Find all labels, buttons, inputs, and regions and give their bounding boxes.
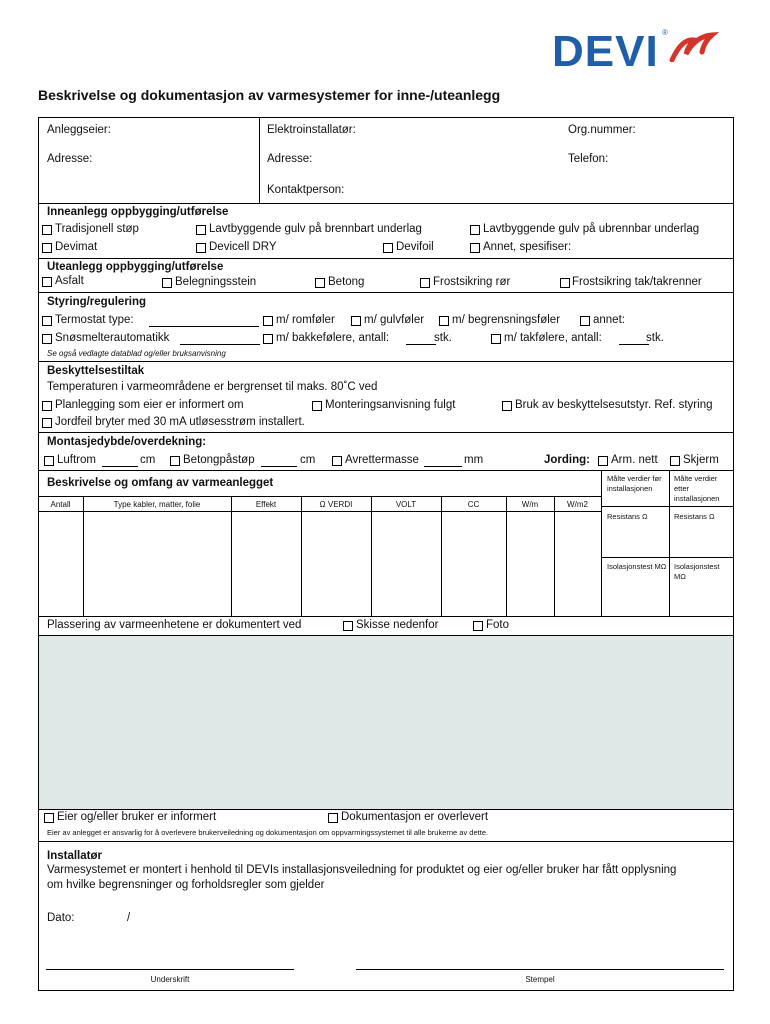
- divider: [506, 496, 507, 616]
- divider: [38, 361, 734, 362]
- sketch-checkbox[interactable]: [343, 621, 353, 631]
- mounting-label: Monteringsanvisning fulgt: [325, 399, 456, 411]
- docs-delivered-checkbox[interactable]: [328, 813, 338, 823]
- divider: [554, 496, 555, 616]
- other-control-label: annet:: [593, 314, 625, 326]
- light-noncombustible-label: Lavtbyggende gulv på ubrennbar underlag: [483, 223, 700, 235]
- grounding-label: Jording:: [544, 454, 590, 466]
- col-header-antall: Antall: [50, 500, 71, 509]
- paving-label: Belegningsstein: [175, 276, 257, 288]
- room-sensor-label: m/ romføler: [276, 314, 335, 326]
- divider: [38, 616, 734, 617]
- col-header-ohm: Ω VERDI: [319, 500, 353, 509]
- pipe-frost-label: Frostsikring rør: [433, 276, 511, 288]
- date-separator: /: [127, 912, 131, 924]
- divider: [301, 496, 302, 616]
- paving-checkbox[interactable]: [162, 278, 172, 288]
- photo-checkbox[interactable]: [473, 621, 483, 631]
- ground-count-field[interactable]: [406, 344, 436, 345]
- divider: [601, 506, 734, 507]
- floor-sensor-checkbox[interactable]: [351, 316, 361, 326]
- placement-label: Plassering av varmeenhetene er dokumentert ved: [47, 619, 302, 631]
- divider: [38, 258, 734, 259]
- roof-frost-checkbox[interactable]: [560, 278, 570, 288]
- divider: [38, 432, 734, 433]
- concrete-checkbox[interactable]: [315, 278, 325, 288]
- traditional-checkbox[interactable]: [42, 225, 52, 235]
- concrete-cover-field[interactable]: [261, 466, 297, 467]
- divider: [669, 470, 670, 616]
- arm-net-checkbox[interactable]: [598, 456, 608, 466]
- measured-after-header: Målte verdier etter installasjonen: [674, 474, 720, 503]
- mounting-checkbox[interactable]: [312, 401, 322, 411]
- date-label: Dato:: [47, 912, 75, 924]
- snow-melt-checkbox[interactable]: [42, 334, 52, 344]
- col-header-effekt: Effekt: [255, 500, 277, 509]
- owner-informed-checkbox[interactable]: [44, 813, 54, 823]
- address-installer-label: Adresse:: [267, 153, 313, 165]
- control-heading: Styring/regulering: [47, 296, 147, 308]
- leveling-field[interactable]: [424, 466, 462, 467]
- asphalt-checkbox[interactable]: [42, 277, 52, 287]
- air-label: Luftrom: [57, 454, 96, 466]
- logo-mark-icon: [668, 32, 722, 62]
- light-noncombustible-checkbox[interactable]: [470, 225, 480, 235]
- installer-text: Varmesystemet er montert i henhold til DEVIs installasjonsveiledning for produktet og eier og/eller bruker har fått opplysning: [47, 864, 677, 876]
- installer-label: Elektroinstallatør:: [267, 124, 356, 136]
- arm-net-label: Arm. nett: [611, 454, 658, 466]
- devimat-checkbox[interactable]: [42, 243, 52, 253]
- limit-sensor-checkbox[interactable]: [439, 316, 449, 326]
- other-indoor-checkbox[interactable]: [470, 243, 480, 253]
- devicell-label: Devicell DRY: [209, 241, 277, 253]
- col-header-wm: W/m: [521, 500, 539, 509]
- col-header-wm2: W/m2: [567, 500, 588, 509]
- devifoil-checkbox[interactable]: [383, 243, 393, 253]
- roof-sensor-checkbox[interactable]: [491, 334, 501, 344]
- mm-unit: mm: [464, 454, 484, 466]
- signature-line[interactable]: [46, 969, 294, 970]
- divider: [371, 496, 372, 616]
- protective-equipment-label: Bruk av beskyttelsesutstyr. Ref. styring: [515, 399, 713, 411]
- planning-label: Planlegging som eier er informert om: [55, 399, 244, 411]
- devi-logo: [552, 27, 668, 76]
- divider: [601, 557, 734, 558]
- divider: [441, 496, 442, 616]
- docs-delivered-label: Dokumentasjon er overlevert: [341, 811, 489, 823]
- insulation-before: Isolasjonstest MΩ: [607, 562, 667, 571]
- ground-sensor-checkbox[interactable]: [263, 334, 273, 344]
- divider: [38, 809, 734, 810]
- devifoil-label: Devifoil: [396, 241, 434, 253]
- other-indoor-label: Annet, spesifiser:: [483, 241, 572, 253]
- contact-person-label: Kontaktperson:: [267, 184, 345, 196]
- concrete-cover-checkbox[interactable]: [170, 456, 180, 466]
- depth-heading: Montasjedybde/overdekning:: [47, 436, 207, 448]
- sketch-area[interactable]: [39, 636, 733, 809]
- col-header-cc: CC: [467, 500, 480, 509]
- air-field[interactable]: [102, 466, 138, 467]
- table-heading: Beskrivelse og omfang av varmeanlegget: [47, 477, 274, 489]
- roof-count-field[interactable]: [619, 344, 649, 345]
- protection-heading: Beskyttelsestiltak: [47, 365, 145, 377]
- air-checkbox[interactable]: [44, 456, 54, 466]
- snow-melt-field[interactable]: [180, 344, 260, 345]
- control-note: Se også vedlagte datablad og/eller bruksanvisning: [47, 349, 226, 358]
- col-header-type: Type kabler, matter, folie: [113, 500, 201, 509]
- cm-unit: cm: [300, 454, 316, 466]
- owner-informed-label: Eier og/eller bruker er informert: [57, 811, 217, 823]
- thermostat-checkbox[interactable]: [42, 316, 52, 326]
- phone-label: Telefon:: [568, 153, 609, 165]
- divider: [231, 496, 232, 616]
- leveling-label: Avrettermasse: [345, 454, 419, 466]
- divider: [38, 841, 734, 842]
- rcd-label: Jordfeil bryter med 30 mA utløsesstrøm installert.: [55, 416, 305, 428]
- devimat-label: Devimat: [55, 241, 98, 253]
- divider: [259, 117, 260, 203]
- photo-label: Foto: [486, 619, 510, 631]
- room-sensor-checkbox[interactable]: [263, 316, 273, 326]
- resistance-before: Resistans Ω: [607, 512, 648, 521]
- light-combustible-label: Lavtbyggende gulv på brennbart underlag: [209, 223, 422, 235]
- roof-sensor-label: m/ takfølere, antall:: [504, 332, 602, 344]
- stamp-line[interactable]: [356, 969, 724, 970]
- rcd-checkbox[interactable]: [42, 418, 52, 428]
- asphalt-label: Asfalt: [55, 275, 84, 287]
- stamp-label: Stempel: [525, 975, 555, 984]
- sketch-label: Skisse nedenfor: [356, 619, 439, 631]
- divider: [38, 292, 734, 293]
- devicell-checkbox[interactable]: [196, 243, 206, 253]
- signature-label: Underskrift: [150, 975, 190, 984]
- installer-heading: Installatør: [47, 850, 102, 862]
- divider: [38, 496, 601, 497]
- traditional-label: Tradisjonell støp: [55, 223, 139, 235]
- protection-text: Temperaturen i varmeområdene er bergrenset til maks. 80˚C ved: [47, 381, 378, 393]
- divider: [38, 511, 601, 512]
- divider: [83, 496, 84, 616]
- divider: [38, 203, 734, 204]
- stk-unit: stk.: [434, 332, 452, 344]
- snow-melt-label: Snøsmelterautomatikk: [55, 332, 170, 344]
- concrete-label: Betong: [328, 276, 365, 288]
- pipe-frost-checkbox[interactable]: [420, 278, 430, 288]
- other-control-checkbox[interactable]: [580, 316, 590, 326]
- thermostat-label: Termostat type:: [55, 314, 134, 326]
- divider: [601, 470, 602, 616]
- insulation-after: Isolasjonstest MΩ: [674, 562, 720, 581]
- logo-text: DEVI: [552, 27, 659, 76]
- thermostat-field[interactable]: [149, 326, 259, 327]
- light-combustible-checkbox[interactable]: [196, 225, 206, 235]
- measured-before-header: Målte verdier før installasjonen: [607, 474, 662, 493]
- address-owner-label: Adresse:: [47, 153, 93, 165]
- logo-registered: ®: [662, 28, 668, 37]
- ground-sensor-label: m/ bakkefølere, antall:: [276, 332, 390, 344]
- divider: [38, 470, 734, 471]
- concrete-cover-label: Betongpåstøp: [183, 454, 255, 466]
- shield-label: Skjerm: [683, 454, 719, 466]
- shield-checkbox[interactable]: [670, 456, 680, 466]
- resistance-after: Resistans Ω: [674, 512, 715, 521]
- org-number-label: Org.nummer:: [568, 124, 636, 136]
- owner-label: Anleggseier:: [47, 124, 111, 136]
- cm-unit: cm: [140, 454, 156, 466]
- installer-text: om hvilke begrensninger og forholdsregler som gjelder: [47, 879, 325, 891]
- col-header-volt: VOLT: [395, 500, 417, 509]
- page-title: Beskrivelse og dokumentasjon av varmesystemer for inne-/uteanlegg: [38, 87, 501, 103]
- planning-checkbox[interactable]: [42, 401, 52, 411]
- limit-sensor-label: m/ begrensningsføler: [452, 314, 561, 326]
- floor-sensor-label: m/ gulvføler: [364, 314, 425, 326]
- indoor-heading: Inneanlegg oppbygging/utførelse: [47, 206, 229, 218]
- roof-frost-label: Frostsikring tak/takrenner: [572, 276, 702, 288]
- outdoor-heading: Uteanlegg oppbygging/utførelse: [47, 261, 224, 273]
- leveling-checkbox[interactable]: [332, 456, 342, 466]
- protective-equipment-checkbox[interactable]: [502, 401, 512, 411]
- stk-unit: stk.: [646, 332, 664, 344]
- informed-note: Eier av anlegget er ansvarlig for å overlevere brukerveiledning og dokumentasjon om oppvarmingssystemet til alle brukerne av dette.: [47, 828, 489, 837]
